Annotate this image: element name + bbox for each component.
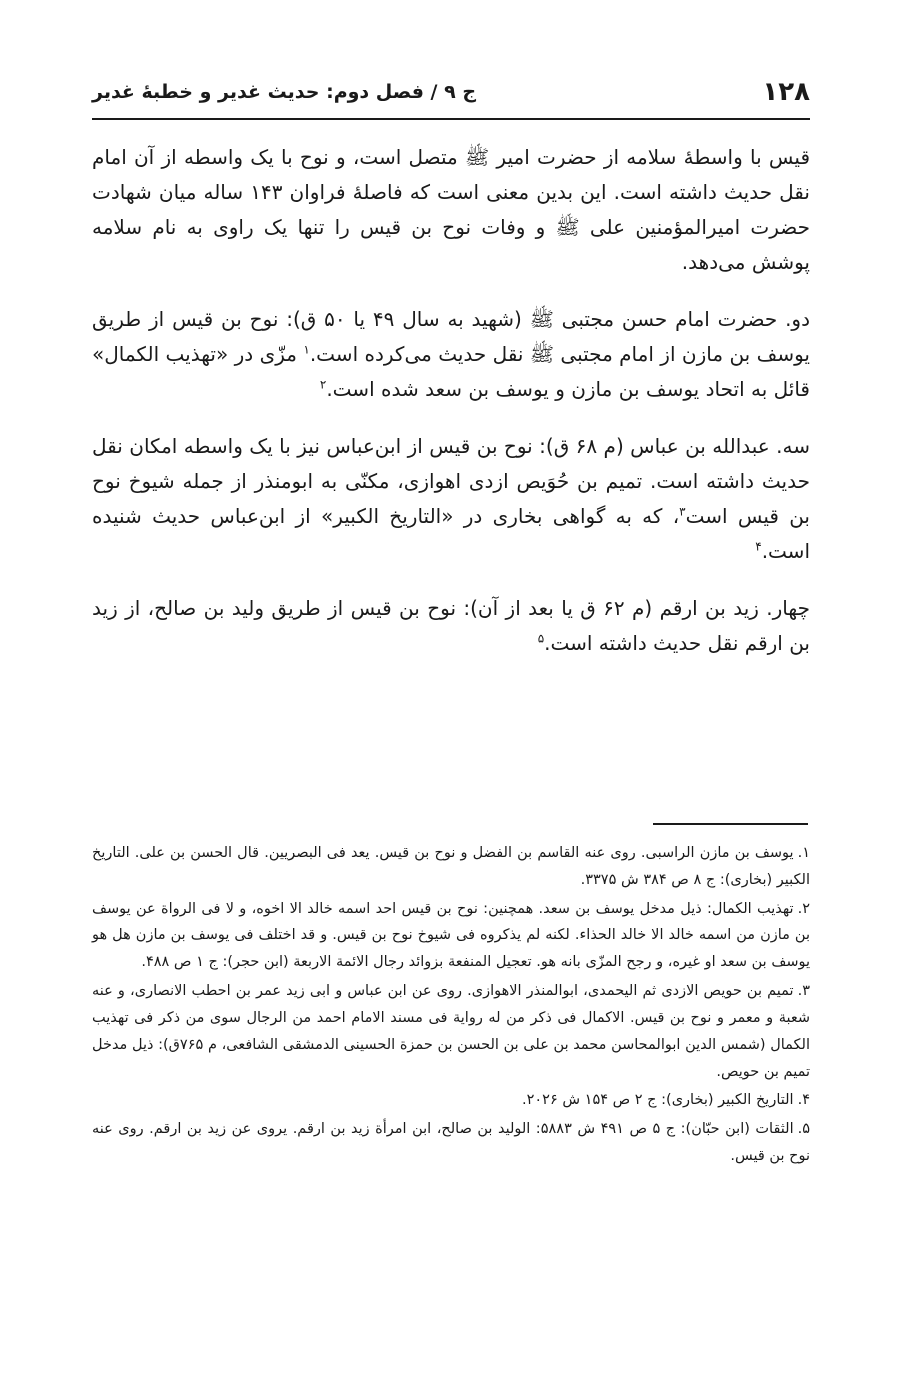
footnote-5 [92,1116,810,1170]
paragraph-ibn-abbas [92,429,810,569]
header-divider [92,118,810,120]
page-number: ۱۲۸ [762,77,810,107]
paragraph-text: ، که به گواهی بخاری در «التاریخ الکبیر» از ابن‌عباس حدیث شنیده است. [92,504,810,563]
paragraph-text: مزّی در «تهذیب الکمال» قائل به اتحاد یوسف بن مازن و یوسف بن سعد شده است. [92,342,810,401]
footnote-number: ۵. [797,1121,811,1138]
footnote-number: ۱. [797,845,810,861]
footnote-text: التاریخ الکبیر (بخاری): ج ۲ ص ۱۵۴ ش ۲۰۲۶. [521,1092,794,1109]
footnote-text: الثقات (ابن حبّان): ج ۵ ص ۴۹۱ ش ۵۸۸۳: الولید بن صالح، ابن امرأة زید بن ارقم. یروی عن زید بن ارقم. روی عنه نوح بن قیس. [92,1121,810,1164]
page-header [92,70,810,114]
running-title: ج ۹ / فصل دوم: حدیث غدیر و خطبۀ غدیر [92,81,477,103]
paragraph-imam-hasan [92,302,810,407]
footnote-ref-4[interactable]: ۴ [755,539,762,554]
footnote-number: ۴. [797,1092,810,1109]
footnote-number: ۲. [797,900,810,917]
footnote-ref-2[interactable]: ۲ [319,377,327,392]
footnote-3 [92,978,810,1085]
paragraph-text: دو. حضرت امام حسن مجتبی ﷺ (شهید به سال ۴۹ یا ۵۰ ق): نوح بن قیس از طریق یوسف بن مازن از امام مجتبی ﷺ نقل حدیث می‌کرده است. [92,307,811,366]
footnote-ref-5[interactable]: ۵ [537,631,545,646]
footnote-ref-3[interactable]: ۳ [679,504,686,519]
paragraph-text: قیس با واسطۀ سلامه از حضرت امیر ﷺ متصل است، و نوح با یک واسطه از آن امام نقل حدیث داشته است. این بدین معنی است که فاصلۀ فراوان ۱۴۳ ساله میان شهادت حضرت امیرالمؤمنین علی ﷺ و وفات نوح بن قیس را تنها یک راوی به نام سلامه پوشش می‌دهد. [92,145,810,274]
paragraph-text: چهار. زید بن ارقم (م ۶۲ ق یا بعد از آن): نوح بن قیس از طریق ولید بن صالح، از زید بن ارقم نقل حدیث داشته است. [92,596,810,655]
footnote-ref-1[interactable]: ۱ [303,342,310,357]
footnote-text: تمیم بن حویص الازدی ثم الیحمدی، ابوالمنذر الاهوازی. روی عن ابن عباس و ابی زید عمر بن احطب الانصاری، و عنه شعبة و معمر و نوح بن قیس. الاکمال فی ذکر من له روایة فی مسند الامام احمد من الرجال سوی من ذکر فی تهذیب الکمال (شمس الدین ابوالمحاسن محمد بن علی بن الحسن بن حمزة الحسینی الدمشقی الشافعی، م ۷۶۵ق): ذیل مدخل تمیم بن حویص. [92,983,810,1080]
footnote-4 [92,1087,810,1114]
footnote-text: یوسف بن مازن الراسبی. روی عنه القاسم بن الفضل و نوح بن قیس. یعد فی البصریین. قال الحسن بن علی. التاریخ الکبیر (بخاری): ج ۸ ص ۳۸۴ ش ۳۳۷۵. [92,845,810,888]
paragraph-intro [92,140,810,280]
footnotes [92,840,810,1172]
main-text [92,140,810,683]
paragraph-text: سه. عبدالله بن عباس (م ۶۸ ق): نوح بن قیس از ابن‌عباس نیز با یک واسطه امکان نقل حدیث داشته است. تمیم بن حُوَیص ازدی اهوازی، مکنّی به ابومنذر از جمله شیوخ نوح بن قیس است [92,434,811,528]
paragraph-zayd [92,591,810,661]
footnote-2 [92,896,810,976]
footnote-text: تهذیب الکمال: ذیل مدخل یوسف بن سعد. همچنین: نوح بن قیس احد اسمه خالد الا اخوه، و لا فی الرواة عن یوسف بن مازن من اسمه خالد الا خالد الحذاء. لکنه لم یذکروه فی شیوخ نوح بن قیس. و قد اختلف فی یوسف بن مازن هل هو یوسف بن سعد او غیره، و رجح المزّی بانه هو. تعجیل المنفعة بزوائد رجال الائمة الاربعة (ابن حجر): ج ۱ ص ۴۸۸. [92,900,810,971]
footnote-number: ۳. [797,983,810,1000]
footnote-divider [653,823,808,825]
footnote-1 [92,840,810,894]
